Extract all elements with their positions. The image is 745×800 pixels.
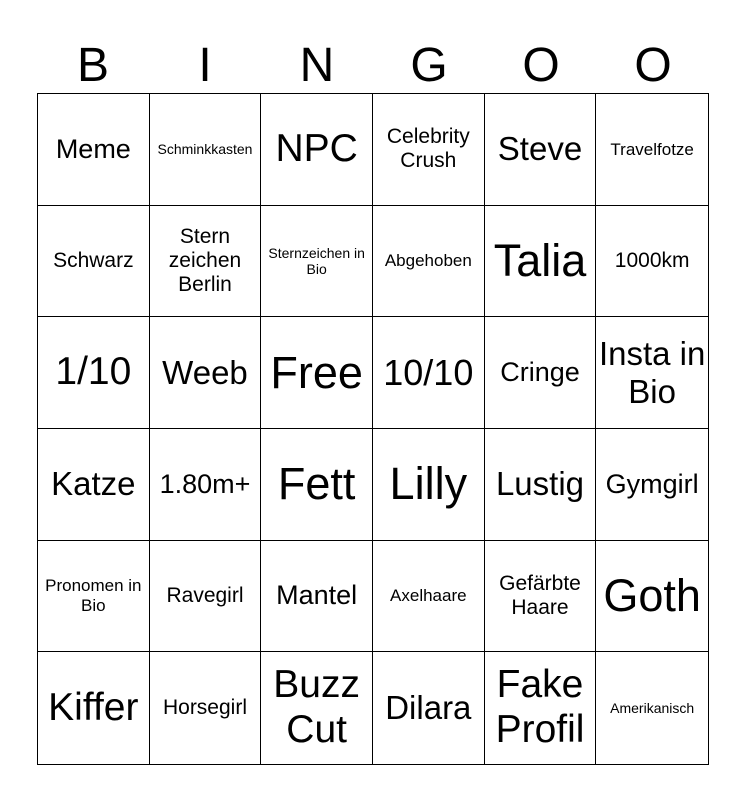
cell-label: 1.80m+ — [159, 468, 251, 499]
bingo-cell[interactable] — [38, 94, 150, 206]
bingo-cell[interactable] — [261, 317, 373, 429]
bingo-cell[interactable] — [485, 652, 597, 764]
cell-label: Steve — [497, 130, 583, 168]
bingo-header — [37, 38, 709, 94]
bingo-cell[interactable] — [485, 206, 597, 318]
bingo-cell[interactable] — [596, 652, 708, 764]
bingo-cell[interactable] — [485, 429, 597, 541]
cell-label: Free — [270, 346, 363, 398]
bingo-cell[interactable] — [596, 429, 708, 541]
bingo-cell[interactable] — [38, 652, 150, 764]
cell-label: Stern zeichen Berlin — [168, 224, 242, 297]
cell-label: Weeb — [162, 353, 248, 391]
bingo-cell[interactable] — [261, 652, 373, 764]
bingo-board — [37, 93, 709, 765]
bingo-cell[interactable] — [596, 317, 708, 429]
bingo-cell[interactable] — [373, 94, 485, 206]
cell-label: Schminkkasten — [157, 141, 253, 158]
cell-label: Sternzeichen in Bio — [268, 244, 365, 277]
cell-label: Cringe — [500, 357, 580, 388]
cell-label: Goth — [603, 570, 701, 622]
cell-label: 1000km — [614, 248, 690, 272]
cell-label: Celebrity Crush — [386, 125, 470, 173]
bingo-cell[interactable] — [373, 206, 485, 318]
bingo-cell[interactable] — [373, 652, 485, 764]
cell-label: Mantel — [276, 580, 358, 611]
cell-label: Insta in Bio — [598, 334, 706, 410]
header-letter-o: O — [522, 39, 560, 92]
cell-label: Fett — [277, 458, 356, 510]
cell-label: Meme — [55, 133, 131, 164]
cell-label: Amerikanisch — [610, 700, 695, 717]
cell-label: Kiffer — [48, 685, 139, 729]
bingo-cell[interactable] — [485, 541, 597, 653]
header-letter-i: I — [198, 39, 212, 92]
cell-label: Fake Profil — [495, 663, 585, 752]
header-letter-o2: O — [634, 39, 672, 92]
cell-label: Lilly — [389, 458, 468, 510]
cell-label: Gefärbte Haare — [499, 571, 581, 619]
bingo-cell[interactable] — [150, 206, 262, 318]
bingo-cell[interactable] — [596, 541, 708, 653]
cell-label: Talia — [493, 235, 587, 287]
bingo-cell[interactable] — [596, 94, 708, 206]
bingo-cell[interactable] — [38, 206, 150, 318]
bingo-cell[interactable] — [38, 317, 150, 429]
bingo-cell[interactable] — [261, 429, 373, 541]
cell-label: Gymgirl — [605, 468, 699, 499]
bingo-cell[interactable] — [261, 206, 373, 318]
bingo-cell[interactable] — [150, 429, 262, 541]
bingo-cell[interactable] — [373, 541, 485, 653]
cell-label: Pronomen in Bio — [45, 576, 142, 615]
cell-label: 10/10 — [383, 351, 474, 393]
bingo-cell[interactable] — [373, 317, 485, 429]
cell-label: Horsegirl — [162, 696, 247, 720]
bingo-cell[interactable] — [485, 317, 597, 429]
cell-label: Dilara — [385, 689, 472, 727]
cell-label: Buzz Cut — [273, 663, 360, 752]
cell-label: Katze — [51, 465, 136, 503]
cell-label: Abgehoben — [384, 251, 472, 271]
bingo-cell[interactable] — [373, 429, 485, 541]
bingo-cell[interactable] — [596, 206, 708, 318]
bingo-cell[interactable] — [150, 94, 262, 206]
bingo-cell[interactable] — [150, 317, 262, 429]
header-letter-g: G — [410, 39, 448, 92]
bingo-cell[interactable] — [261, 541, 373, 653]
header-letter-b: B — [76, 39, 109, 92]
cell-label: Ravegirl — [166, 583, 244, 607]
cell-label: Lustig — [495, 465, 585, 503]
bingo-cell[interactable] — [38, 541, 150, 653]
cell-label: Travelfotze — [610, 139, 694, 159]
bingo-cell[interactable] — [261, 94, 373, 206]
cell-label: Axelhaare — [390, 586, 467, 606]
header-letter-n: N — [299, 39, 335, 92]
bingo-cell[interactable] — [38, 429, 150, 541]
bingo-cell[interactable] — [150, 541, 262, 653]
cell-label: Schwarz — [53, 248, 134, 272]
bingo-cell[interactable] — [150, 652, 262, 764]
bingo-cell[interactable] — [485, 94, 597, 206]
cell-label: NPC — [275, 126, 358, 170]
cell-label: 1/10 — [55, 350, 132, 394]
